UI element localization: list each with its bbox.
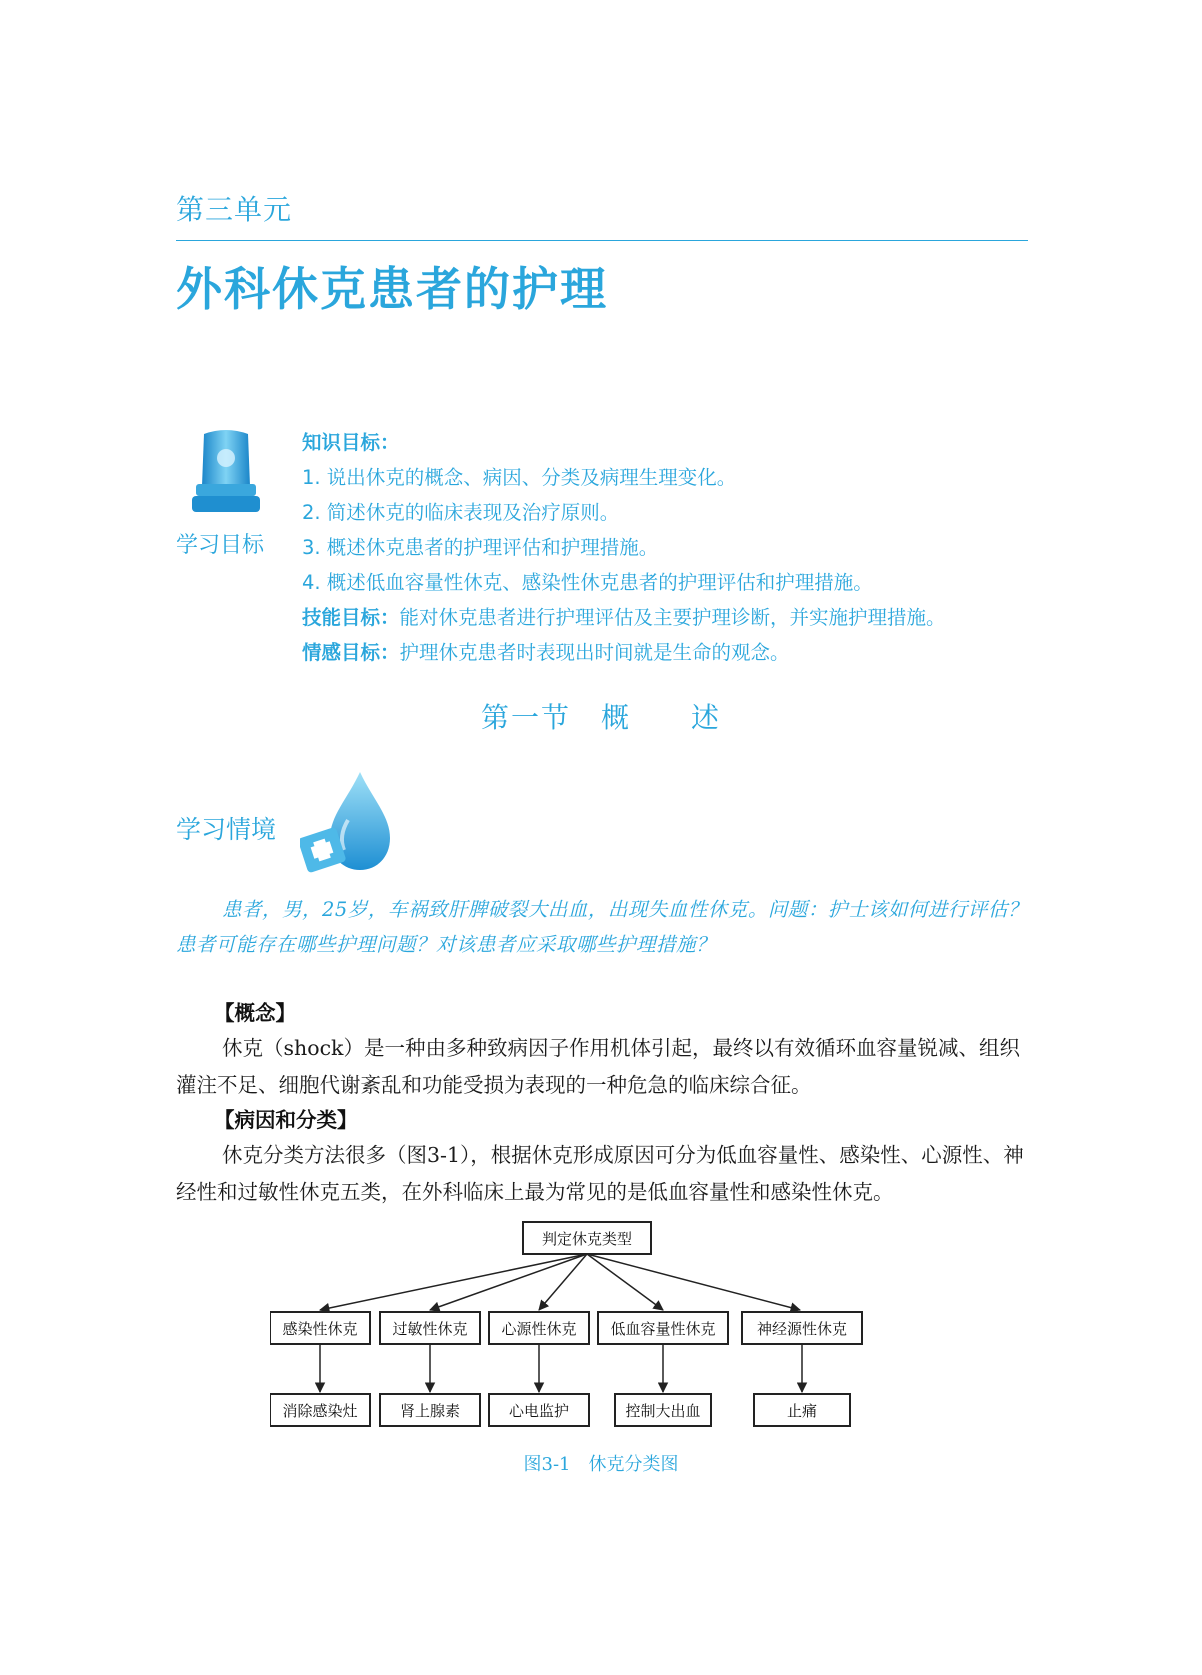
knowledge-goal-item: 1. 说出休克的概念、病因、分类及病理生理变化。 <box>302 466 737 489</box>
diagram-type-label: 低血容量性休克 <box>610 1320 716 1338</box>
unit-title: 外科休克患者的护理 <box>176 262 608 316</box>
diagram-action-label: 消除感染灶 <box>282 1402 358 1420</box>
emotion-goal-text: 护理休克患者时表现出时间就是生命的观念。 <box>399 641 790 664</box>
section-title: 第一节 概 述 <box>480 701 721 734</box>
skill-goal <box>302 600 1032 635</box>
diagram-type-label: 感染性休克 <box>282 1320 358 1338</box>
knowledge-goal-item: 3. 概述休克患者的护理评估和护理措施。 <box>302 536 659 559</box>
siren-icon <box>190 428 262 516</box>
diagram-action-label: 控制大出血 <box>625 1402 701 1420</box>
knowledge-goal-item: 4. 概述低血容量性休克、感染性休克患者的护理评估和护理措施。 <box>302 571 873 594</box>
causes-paragraph: 休克分类方法很多（图3-1），根据休克形成原因可分为低血容量性、感染性、心源性、神经性和过敏性休克五类，在外科临床上最为常见的是低血容量性和感染性休克。 <box>176 1143 1024 1204</box>
diagram-action-label: 心电监护 <box>508 1402 570 1420</box>
learning-goals-caption: 学习目标 <box>176 533 265 558</box>
diagram-action-label: 止痛 <box>786 1402 818 1420</box>
diagram-root-label: 判定休克类型 <box>541 1230 633 1248</box>
learning-goals <box>302 425 1032 670</box>
figure-caption: 图3-1 休克分类图 <box>523 1454 679 1475</box>
diagram-type-label: 神经源性休克 <box>756 1320 848 1338</box>
header-divider <box>176 240 1028 241</box>
knowledge-goals-heading: 知识目标： <box>302 431 400 454</box>
concept-heading: 【概念】 <box>214 1001 296 1025</box>
water-drop-first-aid-icon <box>300 768 400 880</box>
scenario-label: 学习情境 <box>176 815 277 844</box>
skill-goal-text: 能对休克患者进行护理评估及主要护理诊断，并实施护理措施。 <box>399 606 946 629</box>
emotion-goal <box>302 635 1032 670</box>
skill-goal-label: 技能目标： <box>302 606 400 629</box>
diagram-action-label: 肾上腺素 <box>399 1402 461 1420</box>
shock-classification-diagram <box>270 1218 930 1448</box>
causes-heading: 【病因和分类】 <box>214 1108 358 1132</box>
unit-label: 第三单元 <box>176 193 293 226</box>
scenario-text: 患者，男，25岁，车祸致肝脾破裂大出血，出现失血性休克。问题：护士该如何进行评估？患者可能存在哪些护理问题？对该患者应采取哪些护理措施？ <box>176 898 1028 956</box>
emotion-goal-label: 情感目标： <box>302 641 400 664</box>
diagram-type-label: 心源性休克 <box>501 1320 577 1338</box>
diagram-type-label: 过敏性休克 <box>392 1320 468 1338</box>
knowledge-goal-item: 2. 简述休克的临床表现及治疗原则。 <box>302 501 620 524</box>
concept-paragraph: 休克（shock）是一种由多种致病因子作用机体引起，最终以有效循环血容量锐减、组织灌注不足、细胞代谢紊乱和功能受损为表现的一种危急的临床综合征。 <box>176 1036 1020 1097</box>
